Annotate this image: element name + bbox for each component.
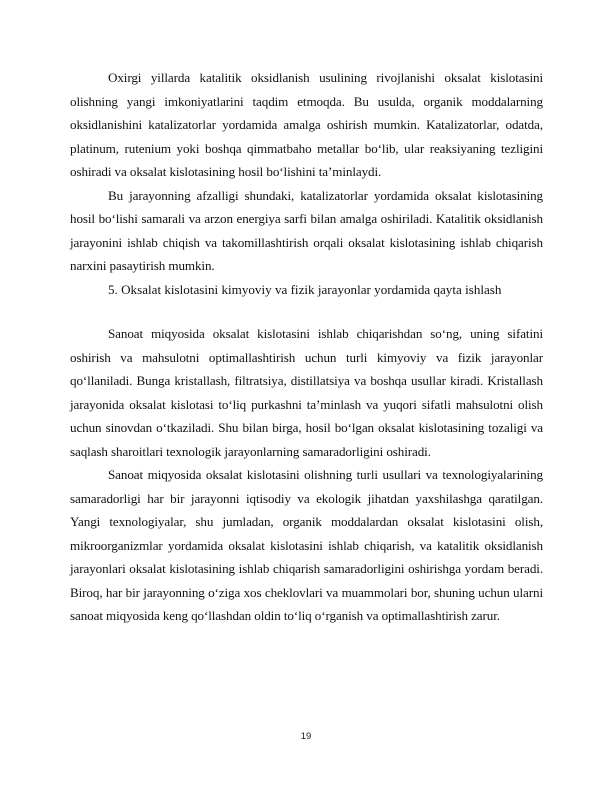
page-number: 19 <box>300 731 312 742</box>
paragraph-industrial-efficiency: Sanoat miqyosida oksalat kislotasini olishning turli usullari va texnologiyalarining samaradorligi har bir jarayonni iqtisodiy va ekologik jihatdan yaxshilashga qaratilgan. Yangi texnologiyalar, shu jumladan, organik moddalardan oksalat kislotasini olish, mikroorganizmlar yordamida oksalat kislotasini ishlab chiqarish, va katalitik oksidlanish jarayonlari oksalat kislotasining ishlab chiqarish samaradorligini oshirishga yordam beradi. Biroq, har bir jarayonning o‘ziga xos cheklovlari va muammolari bor, shuning uchun ularni sanoat miqyosida keng qo‘llashdan oldin to‘liq o‘rganish va optimallashtirish zarur. <box>70 467 543 623</box>
spacer <box>70 301 543 322</box>
paragraph-processing-methods: Sanoat miqyosida oksalat kislotasini ishlab chiqarishdan so‘ng, uning sifatini oshirish va mahsulotni optimallashtirish uchun turli kimyoviy va fizik jarayonlar qo‘llaniladi. Bunga kristallash, filtratsiya, distillatsiya va boshqa usullar kiradi. Kristallash jarayonida oksalat kislotasi to‘liq purkashni ta’minlash va yuqori sifatli mahsulotni olish uchun sinovdan o‘tkaziladi. Shu bilan birga, hosil bo‘lgan oksalat kislotasining tozaligi va saqlash sharoitlari texnologik jarayonlarning samaradorligini oshiradi. <box>70 326 543 459</box>
document-page <box>70 66 543 628</box>
paragraph-catalyst-advantage: Bu jarayonning afzalligi shundaki, katalizatorlar yordamida oksalat kislotasining hosil bo‘lishi samarali va arzon energiya sarfi bilan amalga oshiriladi. Katalitik oksidlanish jarayonini ishlab chiqish va takomillashtirish orqali oksalat kislotasining ishlab chiqarish narxini pasaytirish mumkin. <box>70 187 543 273</box>
paragraph-catalytic-oxidation: Oxirgi yillarda katalitik oksidlanish usulining rivojlanishi oksalat kislotasini olishning yangi imkoniyatlarini taqdim etmoqda. Bu usulda, organik moddalarning oksidlanishini katalizatorlar yordamida amalga oshirish mumkin. Katalizatorlar, odatda, platinum, rutenium yoki boshqa qimmatbaho metallar bo‘lib, ular reaksiyaning tezligini oshiradi va oksalat kislotasining hosil bo‘lishini ta’minlaydi. <box>70 70 543 179</box>
section-heading: 5. Oksalat kislotasini kimyoviy va fizik jarayonlar yordamida qayta ishlash <box>108 281 502 297</box>
